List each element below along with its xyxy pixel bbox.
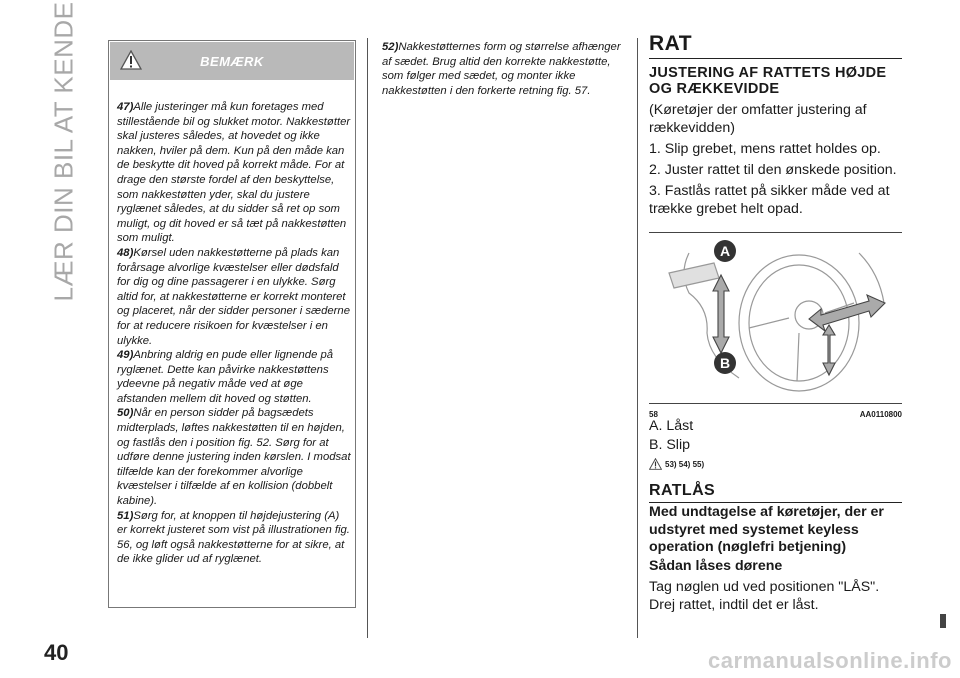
section-heading: RATLÅS	[649, 482, 902, 503]
warning-icon	[649, 458, 662, 470]
step-item: 1. Slip grebet, mens rattet holdes op.	[649, 141, 881, 157]
section-subheading: JUSTERING AF RATTETS HØJDE OG RÆKKEVIDDE	[649, 65, 887, 97]
figure-code: AA0110800	[859, 410, 902, 419]
edge-marker	[940, 614, 946, 628]
note-item: 47)Alle justeringer må kun foretages med stillestående bil og slukket motor. Nakkestøtter skal justeres således, at hovedet og ikke nakken, hviler på dem. Kun på den måde kan de beskytte dit hoved på korrekt måde. For at drage den største fordel af den beskyttelse, som nakkestøtten yder, skal du justere ryglænet således, at du sidder så ret op som muligt, og dit hoved er så tæt på nakkestøtten som muligt.	[117, 101, 351, 245]
figure-number: 58	[649, 410, 658, 419]
page-number: 40	[44, 640, 69, 665]
steering-wheel-figure	[649, 232, 902, 404]
column-divider	[637, 38, 638, 638]
watermark: carmanualsonline.info	[708, 648, 952, 673]
condition-text: Med undtagelse af køretøjer, der er udstyret med systemet keyless operation (nøglefri betjening)	[649, 504, 884, 555]
note-box-title: BEMÆRK	[200, 54, 264, 69]
subsection-heading: Sådan låses dørene	[649, 558, 783, 574]
note-item: 51)Sørg for, at knoppen til højdejustering (A) er korrekt justeret som vist på illustrationen fig. 56, og løft også nakkestøtterne for at sikre, at de ikke glider ud af ryglænet.	[117, 509, 350, 566]
warning-refs: 53) 54) 55)	[649, 458, 704, 470]
svg-text:B: B	[719, 355, 731, 371]
note-box-header	[110, 42, 354, 80]
legend-item: B. Slip	[649, 437, 691, 453]
step-item: 3. Fastlås rattet på sikker måde ved at trække grebet helt opad.	[649, 183, 890, 217]
note-item: 49)Anbring aldrig en pude eller lignende på ryglænet. Dette kan påvirke nakkestøttens ydeevne på negativ måde ved at øge afstanden mellem dit hoved og støtten.	[117, 349, 334, 405]
figure-legend	[649, 417, 693, 455]
note-box	[108, 40, 356, 608]
svg-text:A: A	[719, 243, 731, 259]
column-divider	[367, 38, 368, 638]
intro-text: (Køretøjer der omfatter justering af rækkevidden)	[649, 102, 867, 136]
steering-section	[649, 32, 902, 218]
instruction-text: Tag nøglen ud ved positionen "LÅS". Drej rattet, indtil det er låst.	[649, 579, 880, 613]
step-item: 2. Juster rattet til den ønskede position.	[649, 162, 897, 178]
note-item: 48)Kørsel uden nakkestøtterne på plads kan forårsage alvorlige kvæstelser eller dødsfald for dig og dine passagerer i en ulykke. Sørg altid for, at nakkestøtterne er korrekt monteret og placeret, når der sidder personer i sæderne for at reducere risikoen for kvæstelser i en ulykke.	[117, 246, 350, 347]
section-heading: RAT	[649, 32, 902, 59]
legend-item: A. Låst	[649, 418, 694, 434]
note-continuation: 52)Nakkestøtternes form og størrelse afhænger af sædet. Brug altid den korrekte nakkestøtte, som følger med sædet, og monter ikke nakkestøtten i den forkerte retning fig. 57.	[382, 41, 621, 97]
section-side-title: LÆR DIN BIL AT KENDE	[48, 1, 79, 301]
note-item: 50)Når en person sidder på bagsædets midterplads, løftes nakkestøtten til en højden, og fastlås den i position fig. 52. Sørg for at udføre denne justering inden kørslen. I modsat tilfælde kan der forekommer alvorlige kvæstelser i tilfælde af en kollision (dobbelt kabine).	[117, 407, 351, 508]
